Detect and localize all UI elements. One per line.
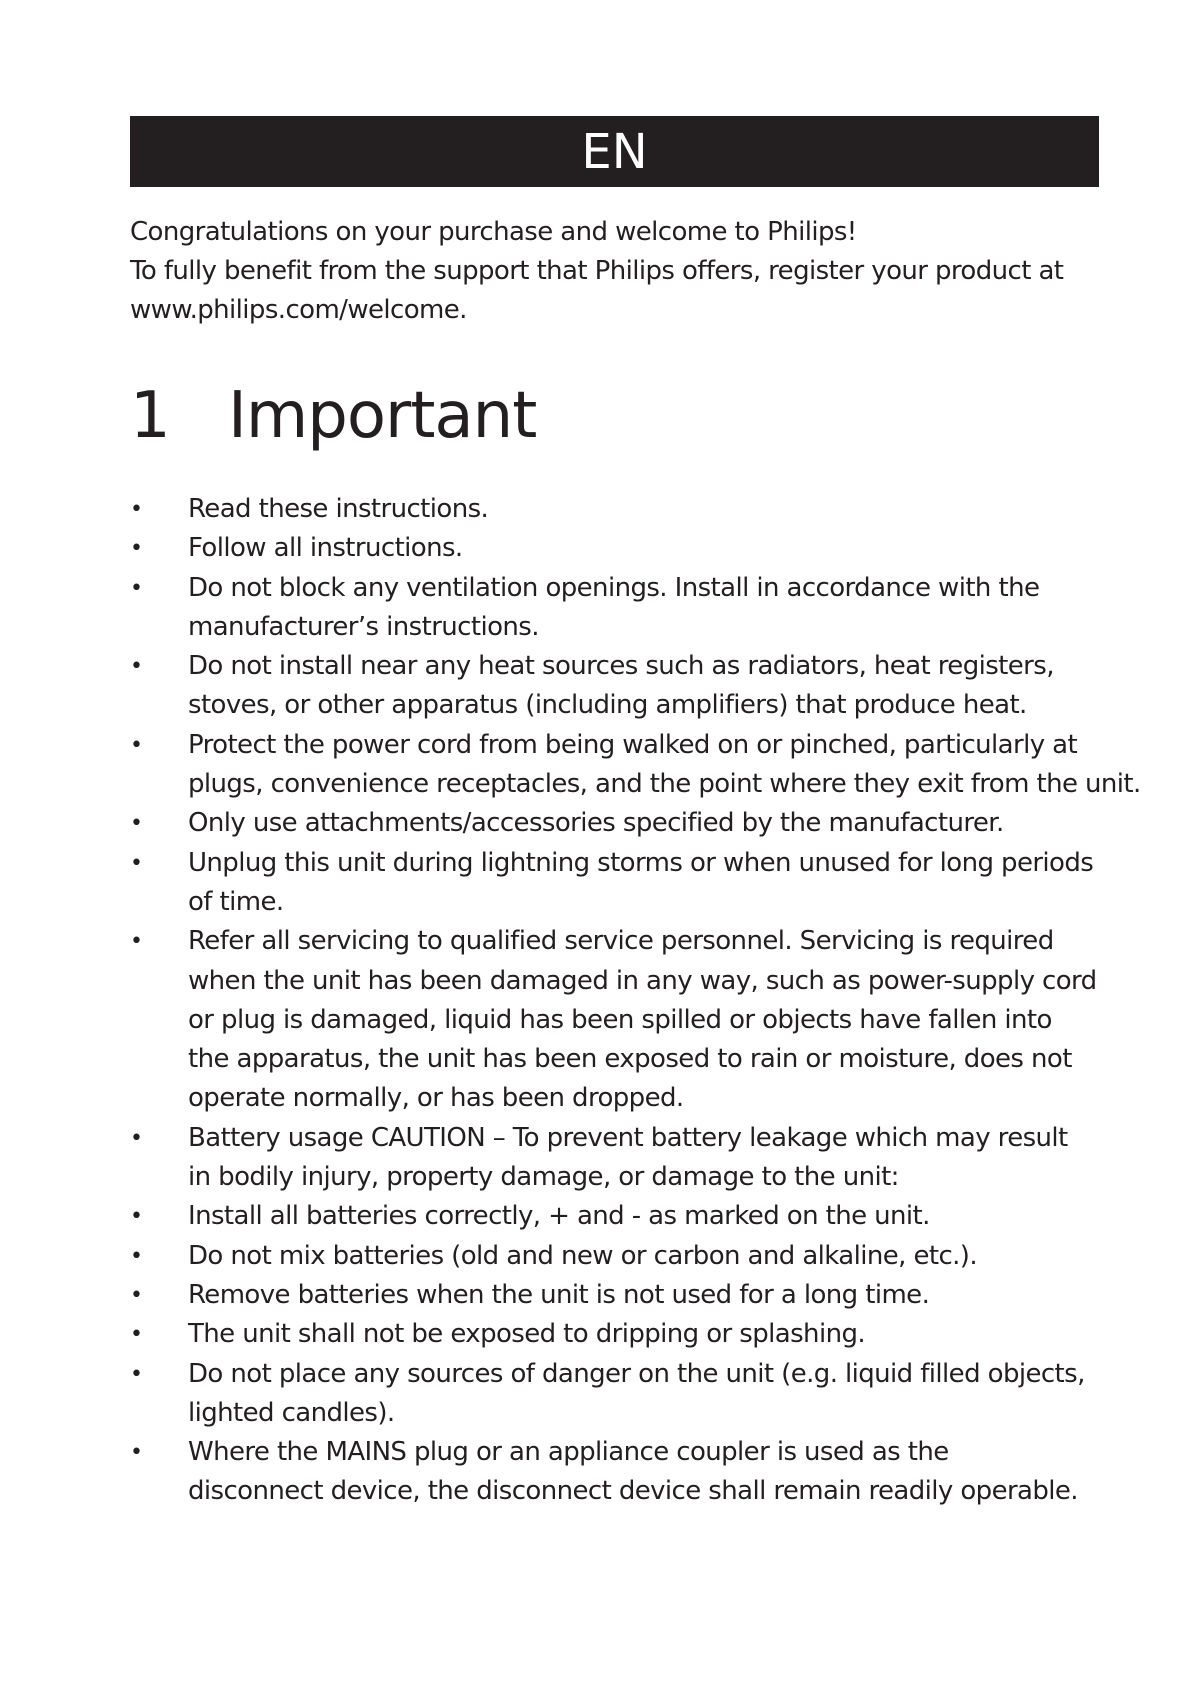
instruction-text-line: Install all batteries correctly, + and - as marked on the unit.: [188, 1201, 930, 1232]
instruction-text-line: Do not install near any heat sources such as radiators, heat registers,: [188, 651, 1054, 682]
bullet-icon: •: [130, 654, 143, 680]
instruction-item: [130, 1276, 1110, 1315]
bullet-icon: •: [130, 1322, 143, 1348]
instruction-text-line: Do not block any ventilation openings. Install in accordance with the: [188, 572, 1040, 603]
bullet-icon: •: [130, 850, 143, 876]
instruction-item: [130, 647, 1110, 726]
instruction-text-line: Unplug this unit during lightning storms or when unused for long periods: [188, 847, 1094, 878]
instruction-text-line: Follow all instructions.: [188, 533, 463, 564]
instruction-text-line: manufacturer’s instructions.: [188, 611, 539, 642]
instruction-item: [130, 922, 1110, 1118]
instruction-text-line: The unit shall not be exposed to dripping or splashing.: [188, 1319, 866, 1350]
bullet-icon: •: [130, 1440, 143, 1466]
instruction-item: [130, 726, 1141, 805]
instruction-item: [130, 569, 1110, 648]
instruction-text-line: Refer all servicing to qualified service personnel. Servicing is required: [188, 926, 1054, 957]
instruction-item: [130, 1315, 1110, 1354]
bullet-icon: •: [130, 1243, 143, 1269]
instruction-text-line: Remove batteries when the unit is not used for a long time.: [188, 1279, 930, 1310]
section-heading: [130, 376, 536, 456]
instruction-text-line: Read these instructions.: [188, 494, 489, 524]
instruction-text-line: Do not place any sources of danger on the unit (e.g. liquid filled objects,: [188, 1358, 1085, 1389]
intro-paragraph: [130, 213, 1110, 330]
language-header-bar: [130, 116, 1099, 187]
instruction-item: [130, 1433, 1110, 1512]
instruction-item: [130, 490, 1110, 529]
instruction-text-line: Battery usage CAUTION – To prevent battery leakage which may result: [188, 1122, 1068, 1153]
instruction-text-line: operate normally, or has been dropped.: [188, 1083, 684, 1114]
section-number: 1: [130, 379, 170, 453]
instruction-text-line: Protect the power cord from being walked on or pinched, particularly at: [188, 729, 1078, 760]
section-title: Important: [228, 379, 537, 453]
instruction-item: [130, 529, 1110, 568]
bullet-icon: •: [130, 575, 143, 601]
instruction-item: [130, 1355, 1110, 1434]
instruction-text-line: plugs, convenience receptacles, and the point where they exit from the unit.: [188, 769, 1141, 800]
language-code: EN: [581, 123, 648, 180]
bullet-icon: •: [130, 732, 143, 758]
instruction-item: [130, 844, 1110, 923]
instruction-text-line: Do not mix batteries (old and new or carbon and alkaline, etc.).: [188, 1240, 978, 1271]
instruction-text-line: Only use attachments/accessories specified by the manufacturer.: [188, 808, 1004, 839]
bullet-icon: •: [130, 1204, 143, 1230]
instruction-text-line: when the unit has been damaged in any way, such as power-supply cord: [188, 965, 1097, 996]
instruction-text-line: lighted candles).: [188, 1397, 395, 1428]
intro-line: Congratulations on your purchase and welcome to Philips!: [130, 217, 857, 247]
safety-instructions-list: [130, 490, 1141, 1512]
bullet-icon: •: [130, 1361, 143, 1387]
bullet-icon: •: [130, 811, 143, 837]
bullet-icon: •: [130, 1282, 143, 1308]
instruction-item: [130, 1197, 1110, 1236]
instruction-text-line: or plug is damaged, liquid has been spilled or objects have fallen into: [188, 1004, 1052, 1035]
instruction-text-line: Where the MAINS plug or an appliance coupler is used as the: [188, 1437, 949, 1468]
instruction-text-line: the apparatus, the unit has been exposed to rain or moisture, does not: [188, 1044, 1072, 1075]
bullet-icon: •: [130, 1125, 143, 1151]
intro-line: www.philips.com/welcome.: [130, 295, 467, 325]
instruction-item: [130, 804, 1110, 843]
instruction-item: [130, 1237, 1110, 1276]
instruction-text-line: disconnect device, the disconnect device shall remain readily operable.: [188, 1476, 1078, 1507]
bullet-icon: •: [130, 536, 143, 562]
bullet-icon: •: [130, 497, 143, 522]
instruction-text-line: stoves, or other apparatus (including amplifiers) that produce heat.: [188, 690, 1027, 721]
intro-line: To fully benefit from the support that Philips offers, register your product at: [130, 256, 1064, 286]
instruction-text-line: in bodily injury, property damage, or damage to the unit:: [188, 1162, 899, 1193]
instruction-item: [130, 1119, 1110, 1198]
bullet-icon: •: [130, 929, 143, 955]
instruction-text-line: of time.: [188, 886, 284, 917]
